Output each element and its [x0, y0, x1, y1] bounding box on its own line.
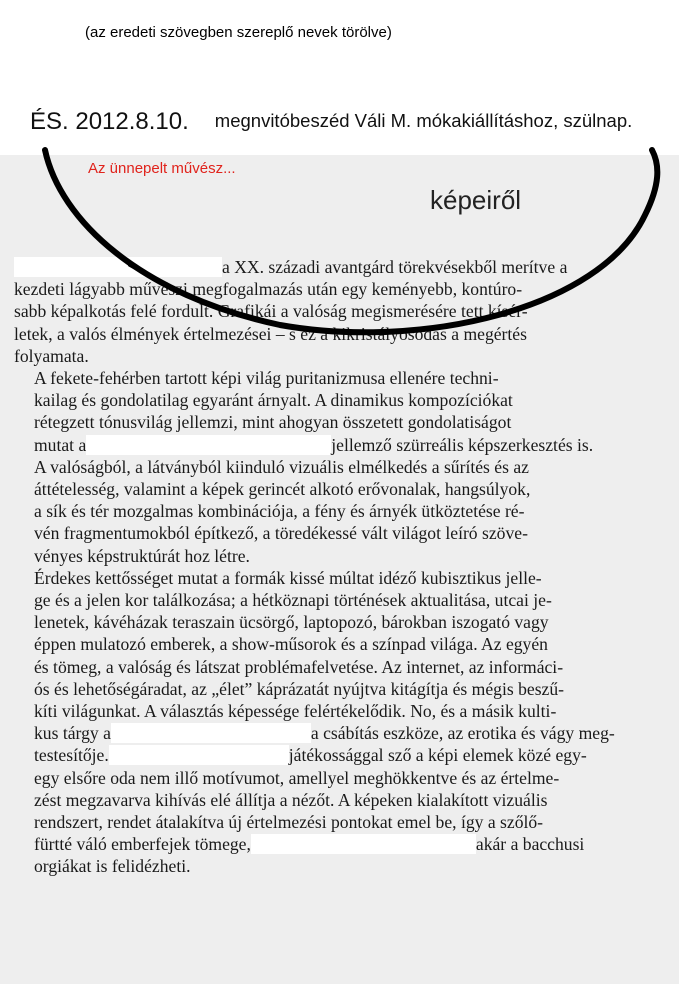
redacted-name: [111, 723, 311, 743]
redacted-name: [251, 834, 476, 854]
text-line: orgiákat is felidézheti.: [34, 856, 191, 877]
red-caption: Az ünnepelt művész...: [88, 160, 236, 177]
text-line: a sík és tér mozgalmas kombinációja, a fény és árnyék ütköztetése ré-: [34, 501, 525, 522]
source-date: ÉS. 2012.8.10.: [30, 108, 189, 135]
text-line: vén fragmentumokból építkező, a töredékessé vált világot leíró szöve-: [34, 523, 528, 544]
text-line: A fekete-fehérben tartott képi világ puritanizmusa ellenére techni-: [34, 368, 499, 389]
text-line: ós és lehetőségáradat, az „élet” káprázatát nyújtva kitágítja és mégis beszű-: [34, 678, 565, 699]
subtitle: megnvitóbeszéd Váli M. mókakiállításhoz, szülnap.: [214, 110, 633, 131]
text-line: sabb képalkotás felé fordult. Grafikái a valóság megismerésére tett kísér-: [14, 301, 528, 322]
paragraph-2: [14, 367, 668, 567]
text-line: kezdeti lágyabb művészi megfogalmazás után egy keményebb, kontúro-: [14, 279, 523, 300]
text-line: fürtté váló emberfejek tömege, akár a bacchusi: [34, 834, 585, 855]
article-title: képeiről: [430, 185, 522, 215]
text-line: és tömeg, a valóság és látszat problémafelvetése. Az internet, az informáci-: [34, 656, 564, 677]
article-body: [14, 256, 668, 878]
header-line: [30, 108, 632, 136]
text-line: rendszert, rendet átalakítva új értelmezési pontokat emel be, így a szőlő-: [34, 812, 544, 833]
text-line: testesítője. játékossággal sző a képi elemek közé egy-: [34, 745, 587, 766]
paragraph-1: [14, 256, 668, 367]
text-line: vényes képstruktúrát hoz létre.: [34, 545, 250, 566]
text-line: zést megzavarva kihívás elé állítja a nézőt. A képeken kialakított vizuális: [34, 789, 548, 810]
text-line: folyamata.: [14, 345, 89, 366]
text-line: éppen mulatozó emberek, a show-műsorok és a színpad világa. Az egyén: [34, 634, 548, 655]
redacted-name: [109, 745, 289, 765]
text-line: A valóságból, a látványból kiinduló vizuális elmélkedés a sűrítés és az: [34, 456, 529, 477]
text-line: ge és a jelen kor találkozása; a hétköznapi történések aktualitása, utcai je-: [34, 590, 552, 611]
text-line: kus tárgy a a csábítás eszköze, az erotika és vágy meg-: [34, 723, 615, 744]
text-line: letek, a valós élmények értelmezései – s ez a kikristályosodás a megértés: [14, 323, 527, 344]
text-line: Érdekes kettősséget mutat a formák kissé múltat idéző kubisztikus jelle-: [34, 567, 542, 588]
text-line: egy elsőre oda nem illő motívumot, amellyel meghökkentve és az értelme-: [34, 767, 560, 788]
redaction-note: (az eredeti szövegben szereplő nevek törölve): [85, 24, 392, 41]
text-line: kailag és gondolatilag egyaránt árnyalt. A dinamikus kompozíciókat: [34, 390, 513, 411]
text-line: a XX. századi avantgárd törekvésekből merítve a: [14, 256, 668, 278]
text-line: rétegzett tónusvilág jellemzi, mint ahogyan összetett gondolatiságot: [34, 412, 512, 433]
text-line: lenetek, kávéházak teraszain ücsörgő, laptopozó, bárokban iszogató vagy: [34, 612, 549, 633]
text-line: áttételesség, valamint a képek gerincét alkotó erővonalak, hangsúlyok,: [34, 479, 531, 500]
redacted-name: [14, 257, 222, 277]
text-line: mutat a jellemző szürreális képszerkesztés is.: [34, 434, 594, 455]
paragraph-3: [14, 567, 668, 878]
text-line: kíti világunkat. A választás képessége felértékelődik. No, és a másik kulti-: [34, 701, 557, 722]
redacted-name: [86, 435, 331, 455]
